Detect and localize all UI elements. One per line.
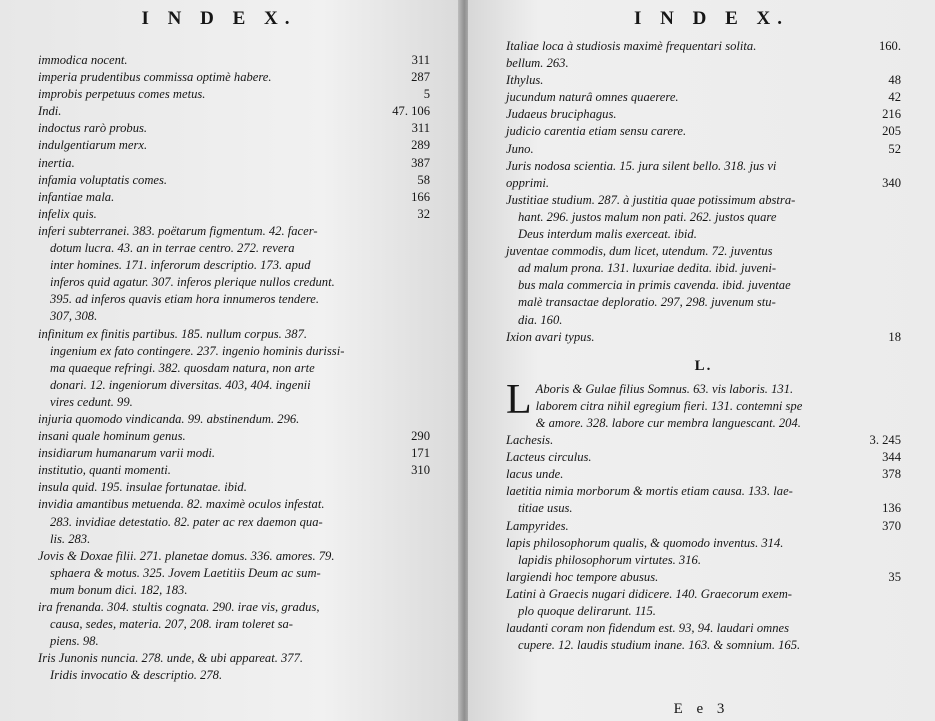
index-entry-line: invidia amantibus metuenda. 82. maximè oculos infestat. xyxy=(38,497,325,512)
page-reference: 310 xyxy=(411,463,430,478)
index-entry xyxy=(38,650,430,684)
page-reference: 32 xyxy=(417,206,430,221)
page-reference: 311 xyxy=(411,121,430,136)
index-entry xyxy=(38,155,430,172)
signature-mark: E e 3 xyxy=(673,701,730,717)
index-entry-line: 307, 308. xyxy=(50,309,98,324)
index-entry xyxy=(38,189,430,206)
index-entry-line: plo quoque delirarunt. 115. xyxy=(518,604,656,618)
index-entry-line: Ithylus. xyxy=(506,73,544,88)
page-reference: 289 xyxy=(411,138,430,153)
index-entry-line: sphaera & motus. 325. Jovem Laetitiis Deum ac sum- xyxy=(50,565,321,580)
page-reference: 387 xyxy=(411,155,430,170)
index-entry-line: lapis philosophorum qualis, & quomodo inventus. 314. xyxy=(506,535,784,550)
index-entry xyxy=(38,103,430,120)
page-reference: 5 xyxy=(423,87,430,102)
index-entry xyxy=(506,55,901,72)
index-entry-line: immodica nocent. xyxy=(38,53,128,67)
index-entry xyxy=(506,586,901,620)
index-entry xyxy=(38,496,430,547)
index-entry xyxy=(38,548,430,599)
index-entry xyxy=(506,449,901,466)
index-entry-line: mum bonum dici. 182, 183. xyxy=(50,582,188,597)
page-reference: 290 xyxy=(411,429,430,444)
index-entry-line: infamia voluptatis comes. xyxy=(38,172,168,187)
page-reference: 370 xyxy=(882,518,901,533)
index-entry xyxy=(38,479,430,496)
index-entry-line: inferi subterranei. 383. poëtarum figmentum. 42. facer- xyxy=(38,223,318,238)
index-entry xyxy=(506,158,901,175)
index-entry-line: inter homines. 171. inferorum descriptio. 173. apud xyxy=(50,258,311,273)
index-entry xyxy=(38,172,430,189)
index-entry xyxy=(506,141,901,158)
index-entry xyxy=(38,599,430,650)
index-entry-line: causa, sedes, materia. 207, 208. iram toleret sa- xyxy=(50,617,293,632)
index-entry-line: bellum. 263. xyxy=(506,56,569,71)
index-entry-line: lapidis philosophorum virtutes. 316. xyxy=(518,552,701,567)
index-entry-line: injuria quomodo vindicanda. 99. abstinendum. 296. xyxy=(38,411,300,426)
index-entry-line: Juris nodosa scientia. 15. jura silent bello. 318. jus vi xyxy=(506,158,777,173)
index-entry xyxy=(38,462,430,479)
index-entry-line: 395. ad inferos quavis etiam hora innumeros tendere. xyxy=(50,292,319,307)
page-reference: 344 xyxy=(882,450,901,465)
index-entry-line: insani quale hominum genus. xyxy=(38,429,186,444)
index-entry xyxy=(506,535,901,569)
index-entry-line: ma quaeque refringi. 382. quosdam natura, non arte xyxy=(50,360,315,375)
index-entry-line: imperia prudentibus commissa optimè habere. xyxy=(38,70,272,85)
page-reference: 311 xyxy=(411,53,430,67)
index-entry-line: dotum lucra. 43. an in terrae centro. 272. revera xyxy=(50,241,295,256)
index-entry-line: Latini à Graecis nugari didicere. 140. Graecorum exem- xyxy=(506,586,792,601)
index-entry-line: Lacteus circulus. xyxy=(506,450,592,465)
index-entry-line: hant. 296. justos malum non pati. 262. justos quare xyxy=(518,209,777,224)
index-entry xyxy=(506,123,901,140)
index-entry xyxy=(506,175,901,192)
page-reference: 136 xyxy=(882,501,901,516)
index-entry-line: jucundum naturâ omnes quaerere. xyxy=(506,90,679,105)
index-entry xyxy=(38,223,430,326)
section-heading-l: L. xyxy=(694,357,713,374)
index-entry xyxy=(38,69,430,86)
index-entry-line: Indi. xyxy=(38,104,62,119)
page-reference: 166 xyxy=(411,189,430,204)
index-entry-line: judicio carentia etiam sensu carere. xyxy=(506,124,687,139)
page-header-right: I N D E X. xyxy=(634,8,789,29)
drop-cap-letter: L xyxy=(506,376,532,423)
index-entry xyxy=(38,206,430,223)
index-entry xyxy=(506,243,901,328)
index-entry-line: opprimi. xyxy=(506,175,550,190)
index-entry xyxy=(506,106,901,123)
index-entry-line: inertia. xyxy=(38,155,75,170)
index-entry xyxy=(506,329,901,346)
index-entry-line: titiae usus. xyxy=(518,501,573,516)
index-entry-line: indulgentiarum merx. xyxy=(38,138,148,153)
index-entry-line: indoctus rarò probus. xyxy=(38,121,148,136)
index-entry xyxy=(506,518,901,535)
index-entry-line: largiendi hoc tempore abusus. xyxy=(506,569,659,584)
index-entry-line: ad malum prona. 131. luxuriae dedita. ibid. juveni- xyxy=(518,261,777,276)
index-entry-line: insidiarum humanarum varii modi. xyxy=(38,446,216,461)
page-reference: 52 xyxy=(888,141,901,156)
index-entry xyxy=(506,569,901,586)
index-entry-line: Lampyrides. xyxy=(506,518,569,533)
page-reference: 58 xyxy=(417,172,430,187)
index-entry xyxy=(506,376,901,432)
page-reference: 35 xyxy=(888,569,901,584)
index-entry-line: Ixion avari typus. xyxy=(506,329,595,344)
index-entries-j xyxy=(506,38,901,346)
index-entry xyxy=(38,428,430,445)
index-entry-line: bus mala commercia in primis cavenda. ibid. juventae xyxy=(518,278,791,293)
index-entry xyxy=(38,411,430,428)
index-entry-line: infelix quis. xyxy=(38,206,97,221)
index-entry-line: Iris Junonis nuncia. 278. unde, & ubi appareat. 377. xyxy=(38,651,304,666)
page-reference: 18 xyxy=(888,329,901,344)
index-entry-line: Judaeus bruciphagus. xyxy=(506,107,617,122)
index-entry-line: cupere. 12. laudis studium inane. 163. & somnium. 165. xyxy=(518,638,801,653)
index-entries-right xyxy=(506,38,901,654)
index-entry-line: Iridis invocatio & descriptio. 278. xyxy=(50,668,223,683)
index-entry xyxy=(506,432,901,449)
index-entry-line: 283. invidiae detestatio. 82. pater ac rex daemon qua- xyxy=(50,514,323,529)
index-entry-line: Italiae loca à studiosis maximè frequentari solita. xyxy=(506,39,757,53)
index-entry-line: lis. 283. xyxy=(50,531,91,546)
index-entry-line: ira frenanda. 304. stultis cognata. 290. irae vis, gradus, xyxy=(38,600,320,614)
index-entry xyxy=(506,483,901,517)
page-reference: 205 xyxy=(882,124,901,139)
index-entries-left xyxy=(38,52,430,684)
page-header-left: I N D E X. xyxy=(141,8,297,29)
page-reference: 160. xyxy=(878,39,901,53)
index-entry-line: inferos quid agatur. 307. inferos plerique nullos credunt. xyxy=(50,275,335,290)
index-entry-line: & amore. 328. labore cur membra languescant. 204. xyxy=(535,415,801,430)
index-entry xyxy=(38,326,430,411)
index-entry xyxy=(38,137,430,154)
index-entry-line: Aboris & Gulae filius Somnus. 63. vis laboris. 131. xyxy=(535,381,794,396)
page-reference: 171 xyxy=(411,446,430,461)
index-entry-line: malè transactae deploratio. 297, 298. juvenum stu- xyxy=(518,295,776,310)
index-entry-line: lacus unde. xyxy=(506,467,564,482)
page-reference: 216 xyxy=(882,107,901,122)
page-reference: 47. 106 xyxy=(392,104,430,119)
index-entry xyxy=(506,620,901,654)
index-entry-line: laetitia nimia morborum & mortis etiam causa. 133. lae- xyxy=(506,484,793,499)
page-reference: 48 xyxy=(888,73,901,88)
index-entry xyxy=(38,86,430,103)
index-entry-line: Lachesis. xyxy=(506,433,554,448)
index-entry-line: improbis perpetuus comes metus. xyxy=(38,87,206,102)
index-entry-line: infantiae mala. xyxy=(38,189,115,204)
page-reference: 340 xyxy=(882,175,901,190)
index-entry-line: insula quid. 195. insulae fortunatae. ibid. xyxy=(38,480,247,495)
index-entry-line: Juno. xyxy=(506,141,534,156)
index-entry xyxy=(506,72,901,89)
index-entry xyxy=(506,192,901,243)
index-entries-l xyxy=(506,376,901,655)
index-entry xyxy=(506,89,901,106)
index-entry-line: Deus interdum malis exerceat. ibid. xyxy=(518,227,697,242)
left-page xyxy=(0,0,462,721)
index-entry xyxy=(506,466,901,483)
index-entry-line: dia. 160. xyxy=(518,312,563,327)
index-entry-line: laudanti coram non fidendum est. 93, 94. laudari omnes xyxy=(506,621,789,636)
index-entry-line: Justitiae studium. 287. à justitia quae potissimum abstra- xyxy=(506,192,796,207)
page-reference: 378 xyxy=(882,467,901,482)
page-reference: 42 xyxy=(888,90,901,105)
index-entry xyxy=(38,120,430,137)
index-entry-line: piens. 98. xyxy=(50,634,99,649)
index-entry xyxy=(506,38,901,55)
index-entry-line: juventae commodis, dum licet, utendum. 72. juventus xyxy=(506,244,773,259)
index-entry-line: Jovis & Doxae filii. 271. planetae domus. 336. amores. 79. xyxy=(38,548,335,563)
index-entry xyxy=(38,52,430,69)
index-entry-line: ingenium ex fato contingere. 237. ingenio hominis durissi- xyxy=(50,343,345,358)
index-entry-line: donari. 12. ingeniorum diversitas. 403, 404. ingenii xyxy=(50,377,311,392)
index-entry-line: vires cedunt. 99. xyxy=(50,394,133,409)
index-entry xyxy=(38,445,430,462)
index-entry-line: institutio, quanti momenti. xyxy=(38,463,171,478)
index-entry-line: laborem citra nihil egregium fieri. 131. contemni spe xyxy=(535,398,803,413)
index-entry-line: infinitum ex finitis partibus. 185. nullum corpus. 387. xyxy=(38,326,308,341)
page-reference: 287 xyxy=(411,70,430,85)
page-reference: 3. 245 xyxy=(869,433,901,448)
right-page xyxy=(468,0,935,721)
